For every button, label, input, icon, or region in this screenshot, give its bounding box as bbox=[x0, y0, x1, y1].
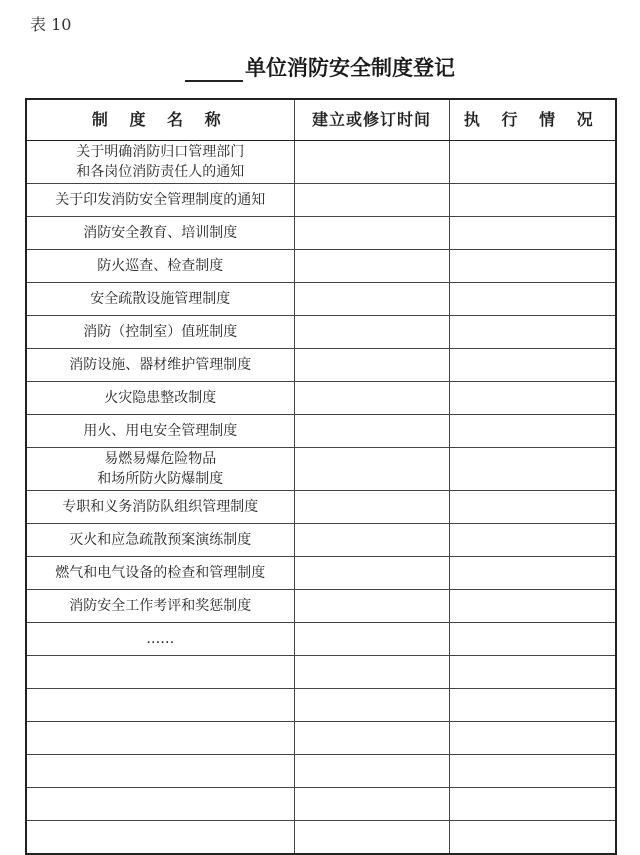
system-name-cell: 燃气和电气设备的检查和管理制度 bbox=[26, 557, 294, 590]
execution-status-cell bbox=[449, 349, 616, 382]
fill-in-blank bbox=[185, 58, 243, 82]
established-time-cell bbox=[294, 349, 449, 382]
execution-status-cell bbox=[449, 689, 616, 722]
table-row bbox=[26, 590, 616, 623]
table-row bbox=[26, 316, 616, 349]
established-time-cell bbox=[294, 590, 449, 623]
established-time-cell bbox=[294, 656, 449, 689]
table-row bbox=[26, 349, 616, 382]
execution-status-cell bbox=[449, 382, 616, 415]
established-time-cell bbox=[294, 557, 449, 590]
execution-status-cell bbox=[449, 415, 616, 448]
established-time-cell bbox=[294, 316, 449, 349]
established-time-cell bbox=[294, 448, 449, 491]
system-name-cell bbox=[26, 755, 294, 788]
header-established-time: 建立或修订时间 bbox=[294, 99, 449, 141]
header-execution-status: 执 行 情 况 bbox=[449, 99, 616, 141]
system-name-cell bbox=[26, 788, 294, 821]
execution-status-cell bbox=[449, 491, 616, 524]
header-system-name: 制 度 名 称 bbox=[26, 99, 294, 141]
execution-status-cell bbox=[449, 283, 616, 316]
system-name-cell: 易燃易爆危险物品 和场所防火防爆制度 bbox=[26, 448, 294, 491]
execution-status-cell bbox=[449, 217, 616, 250]
system-name-cell: 消防设施、器材维护管理制度 bbox=[26, 349, 294, 382]
established-time-cell bbox=[294, 415, 449, 448]
table-row bbox=[26, 415, 616, 448]
header-row bbox=[26, 99, 616, 141]
table-row bbox=[26, 524, 616, 557]
established-time-cell bbox=[294, 821, 449, 855]
table-row bbox=[26, 250, 616, 283]
system-name-cell: 专职和义务消防队组织管理制度 bbox=[26, 491, 294, 524]
table-row bbox=[26, 448, 616, 491]
table-row bbox=[26, 283, 616, 316]
table-row bbox=[26, 821, 616, 855]
established-time-cell bbox=[294, 382, 449, 415]
system-name-cell bbox=[26, 656, 294, 689]
established-time-cell bbox=[294, 491, 449, 524]
execution-status-cell bbox=[449, 788, 616, 821]
system-name-cell bbox=[26, 821, 294, 855]
system-name-cell: 防火巡查、检查制度 bbox=[26, 250, 294, 283]
execution-status-cell bbox=[449, 755, 616, 788]
table-row bbox=[26, 755, 616, 788]
established-time-cell bbox=[294, 217, 449, 250]
table-number-label: 表 10 bbox=[30, 15, 72, 34]
document-title bbox=[0, 52, 640, 82]
established-time-cell bbox=[294, 524, 449, 557]
table-row bbox=[26, 788, 616, 821]
execution-status-cell bbox=[449, 722, 616, 755]
established-time-cell bbox=[294, 283, 449, 316]
established-time-cell bbox=[294, 755, 449, 788]
table-row bbox=[26, 656, 616, 689]
table-row bbox=[26, 491, 616, 524]
established-time-cell bbox=[294, 788, 449, 821]
system-name-cell: 关于印发消防安全管理制度的通知 bbox=[26, 184, 294, 217]
execution-status-cell bbox=[449, 184, 616, 217]
table-row bbox=[26, 217, 616, 250]
established-time-cell bbox=[294, 689, 449, 722]
system-name-cell bbox=[26, 689, 294, 722]
table-row bbox=[26, 722, 616, 755]
system-name-cell: 火灾隐患整改制度 bbox=[26, 382, 294, 415]
system-name-cell: …… bbox=[26, 623, 294, 656]
system-name-cell: 安全疏散设施管理制度 bbox=[26, 283, 294, 316]
execution-status-cell bbox=[449, 524, 616, 557]
system-name-cell: 灭火和应急疏散预案演练制度 bbox=[26, 524, 294, 557]
title-text: 单位消防安全制度登记 bbox=[245, 56, 455, 80]
system-name-cell: 关于明确消防归口管理部门 和各岗位消防责任人的通知 bbox=[26, 141, 294, 184]
execution-status-cell bbox=[449, 656, 616, 689]
table-row bbox=[26, 382, 616, 415]
table-row bbox=[26, 557, 616, 590]
established-time-cell bbox=[294, 623, 449, 656]
established-time-cell bbox=[294, 250, 449, 283]
established-time-cell bbox=[294, 141, 449, 184]
execution-status-cell bbox=[449, 316, 616, 349]
execution-status-cell bbox=[449, 250, 616, 283]
established-time-cell bbox=[294, 184, 449, 217]
system-name-cell: 用火、用电安全管理制度 bbox=[26, 415, 294, 448]
execution-status-cell bbox=[449, 141, 616, 184]
fire-safety-register-table bbox=[25, 98, 617, 855]
execution-status-cell bbox=[449, 623, 616, 656]
execution-status-cell bbox=[449, 557, 616, 590]
established-time-cell bbox=[294, 722, 449, 755]
table-row bbox=[26, 184, 616, 217]
system-name-cell: 消防安全教育、培训制度 bbox=[26, 217, 294, 250]
system-name-cell: 消防（控制室）值班制度 bbox=[26, 316, 294, 349]
table-row bbox=[26, 141, 616, 184]
execution-status-cell bbox=[449, 821, 616, 855]
table-row bbox=[26, 623, 616, 656]
system-name-cell: 消防安全工作考评和奖惩制度 bbox=[26, 590, 294, 623]
execution-status-cell bbox=[449, 590, 616, 623]
system-name-cell bbox=[26, 722, 294, 755]
execution-status-cell bbox=[449, 448, 616, 491]
table-row bbox=[26, 689, 616, 722]
